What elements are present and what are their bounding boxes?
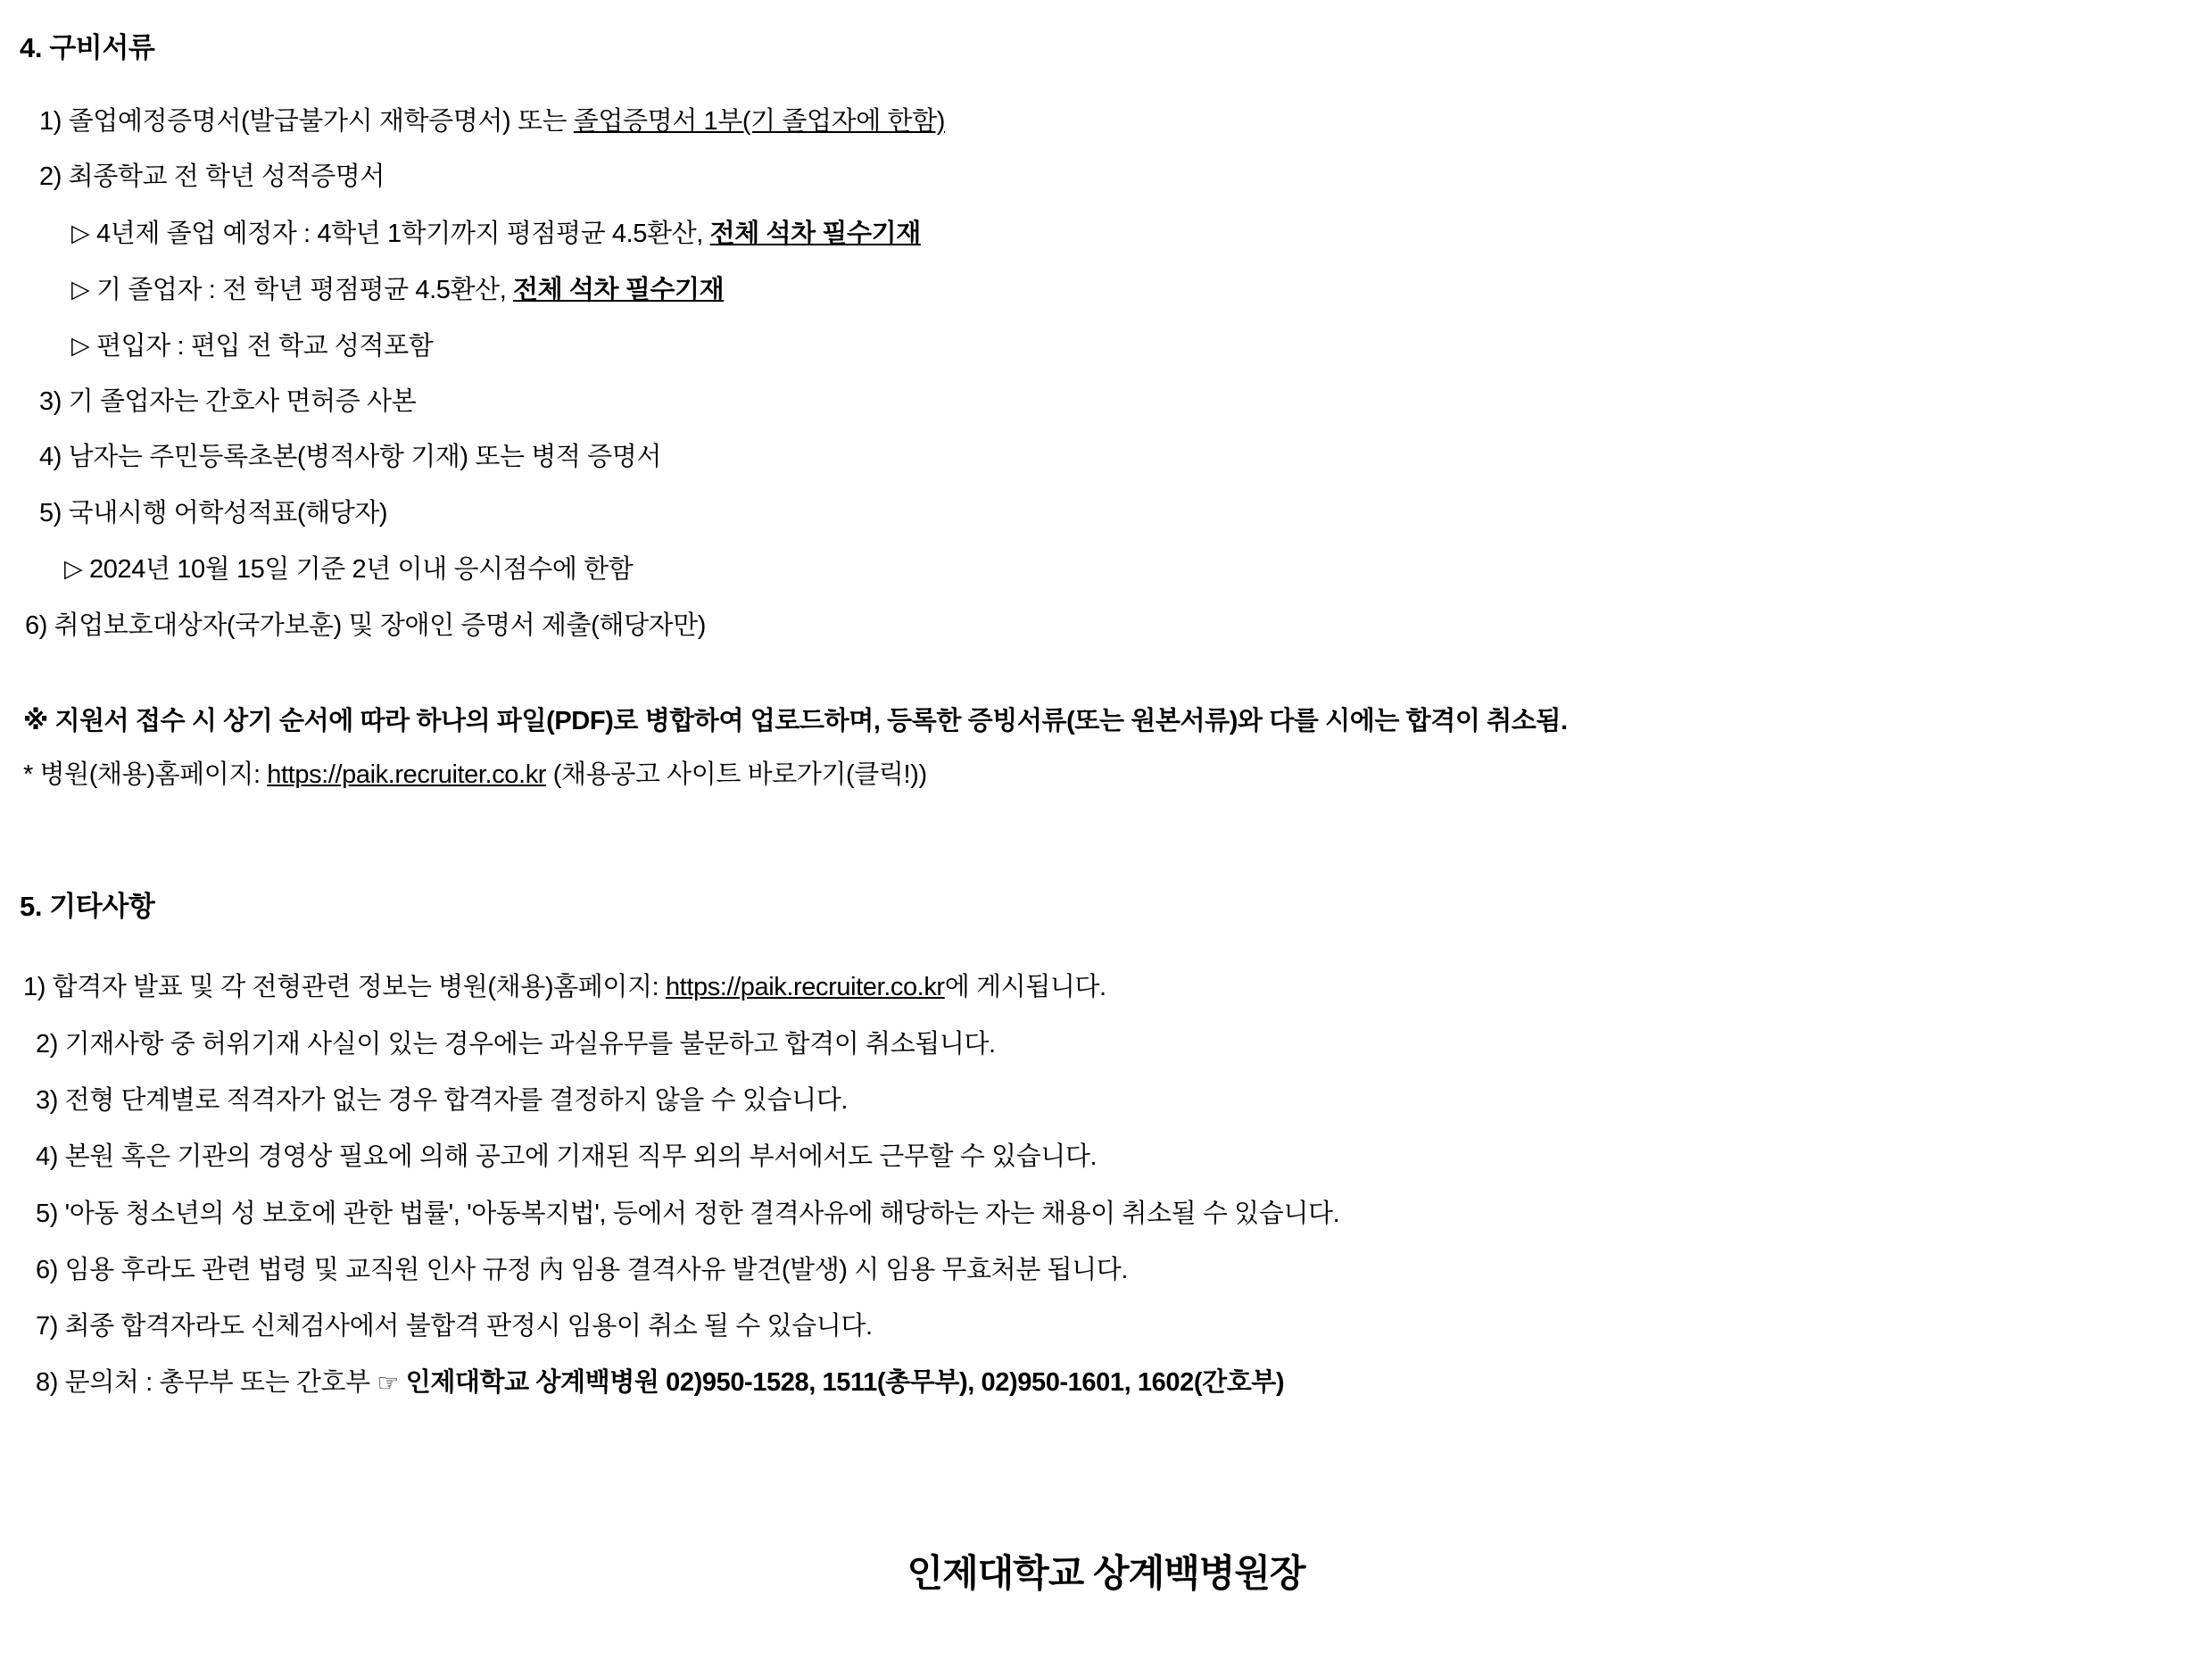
list-item-doc-5: 5) 국내시행 어학성적표(해당자)	[39, 499, 388, 527]
doc-1-text: 1) 졸업예정증명서(발급불가시 재학증명서) 또는	[39, 107, 574, 136]
note-homepage-prefix: * 병원(채용)홈페이지:	[23, 760, 268, 789]
recruiter-site-link[interactable]: https://paik.recruiter.co.kr	[665, 973, 945, 1001]
pointing-hand-icon: ☞	[377, 1369, 400, 1397]
list-item-doc-1	[39, 105, 945, 137]
note-homepage-suffix: (채용공고 사이트 바로가기(클릭!))	[546, 760, 927, 789]
note-merge-pdf: ※ 지원서 접수 시 상기 순서에 따라 하나의 파일(PDF)로 병합하여 업로드하며, 등록한 증빙서류(또는 원본서류)와 다를 시에는 합격이 취소됨.	[23, 707, 1568, 735]
list-item-etc-8	[36, 1366, 1284, 1399]
doc-1-underlined: 졸업증명서 1부(기 졸업자에 한함)	[573, 107, 945, 136]
contact-info: 인제대학교 상계백병원 02)950-1528, 1511(총무부), 02)950-1601, 1602(간호부)	[399, 1368, 1285, 1397]
doc-2b-text: 기 졸업자 : 전 학년 평점평균 4.5환산,	[89, 276, 514, 304]
triangle-marker-icon: ▷	[71, 332, 90, 359]
etc-1-suffix: 에 게시됩니다.	[944, 973, 1106, 1001]
doc-5a-text: 2024년 10월 15일 기준 2년 이내 응시점수에 한함	[82, 555, 634, 584]
list-item-doc-4: 4) 남자는 주민등록초본(병적사항 기재) 또는 병적 증명서	[39, 443, 661, 471]
doc-2a-emphasis: 전체 석차 필수기재	[709, 220, 921, 248]
doc-2c-text: 편입자 : 편입 전 학교 성적포함	[89, 332, 434, 361]
triangle-marker-icon: ▷	[71, 220, 90, 246]
etc-1-prefix: 1) 합격자 발표 및 각 전형관련 정보는 병원(채용)홈페이지:	[23, 973, 666, 1001]
list-item-doc-2	[39, 161, 385, 193]
list-item-etc-6: 6) 임용 후라도 관련 법령 및 교직원 인사 규정 內 임용 결격사유 발견(발생) 시 임용 무효처분 됩니다.	[36, 1256, 1128, 1284]
doc-2b-emphasis: 전체 석차 필수기재	[513, 276, 725, 304]
note-homepage	[23, 759, 927, 791]
list-item-etc-5: 5) '아동 청소년의 성 보호에 관한 법률', '아동복지법', 등에서 정한 결격사유에 해당하는 자는 채용이 취소될 수 있습니다.	[36, 1200, 1340, 1228]
list-item-doc-2a	[71, 218, 921, 250]
doc-2-text: 2) 최종학교 전 학년 성적증명서	[39, 162, 385, 191]
list-item-doc-5a	[64, 553, 633, 585]
page-title-documents: 4. 구비서류	[20, 32, 155, 63]
signature-line: 인제대학교 상계백병원장	[907, 1552, 1305, 1594]
triangle-marker-icon: ▷	[64, 555, 83, 582]
list-item-etc-1	[23, 971, 1106, 1003]
page-title-etc: 5. 기타사항	[20, 891, 155, 922]
list-item-etc-4: 4) 본원 혹은 기관의 경영상 필요에 의해 공고에 기재된 직무 외의 부서에서도 근무할 수 있습니다.	[36, 1142, 1098, 1171]
homepage-link[interactable]: https://paik.recruiter.co.kr	[267, 760, 547, 789]
list-item-doc-2c	[71, 330, 433, 362]
etc-8-prefix: 8) 문의처 : 총무부 또는 간호부	[36, 1368, 377, 1397]
list-item-etc-7: 7) 최종 합격자라도 신체검사에서 불합격 판정시 임용이 취소 될 수 있습니다.	[36, 1312, 873, 1341]
list-item-etc-3: 3) 전형 단계별로 적격자가 없는 경우 합격자를 결정하지 않을 수 있습니다.	[36, 1086, 849, 1115]
triangle-marker-icon: ▷	[71, 276, 90, 303]
list-item-doc-6: 6) 취업보호대상자(국가보훈) 및 장애인 증명서 제출(해당자만)	[25, 611, 707, 640]
list-item-etc-2: 2) 기재사항 중 허위기재 사실이 있는 경우에는 과실유무를 불문하고 합격이 취소됩니다.	[36, 1030, 996, 1059]
list-item-doc-3: 3) 기 졸업자는 간호사 면허증 사본	[39, 387, 417, 416]
doc-2a-text: 4년제 졸업 예정자 : 4학년 1학기까지 평점평균 4.5환산,	[89, 220, 710, 248]
list-item-doc-2b	[71, 274, 724, 306]
